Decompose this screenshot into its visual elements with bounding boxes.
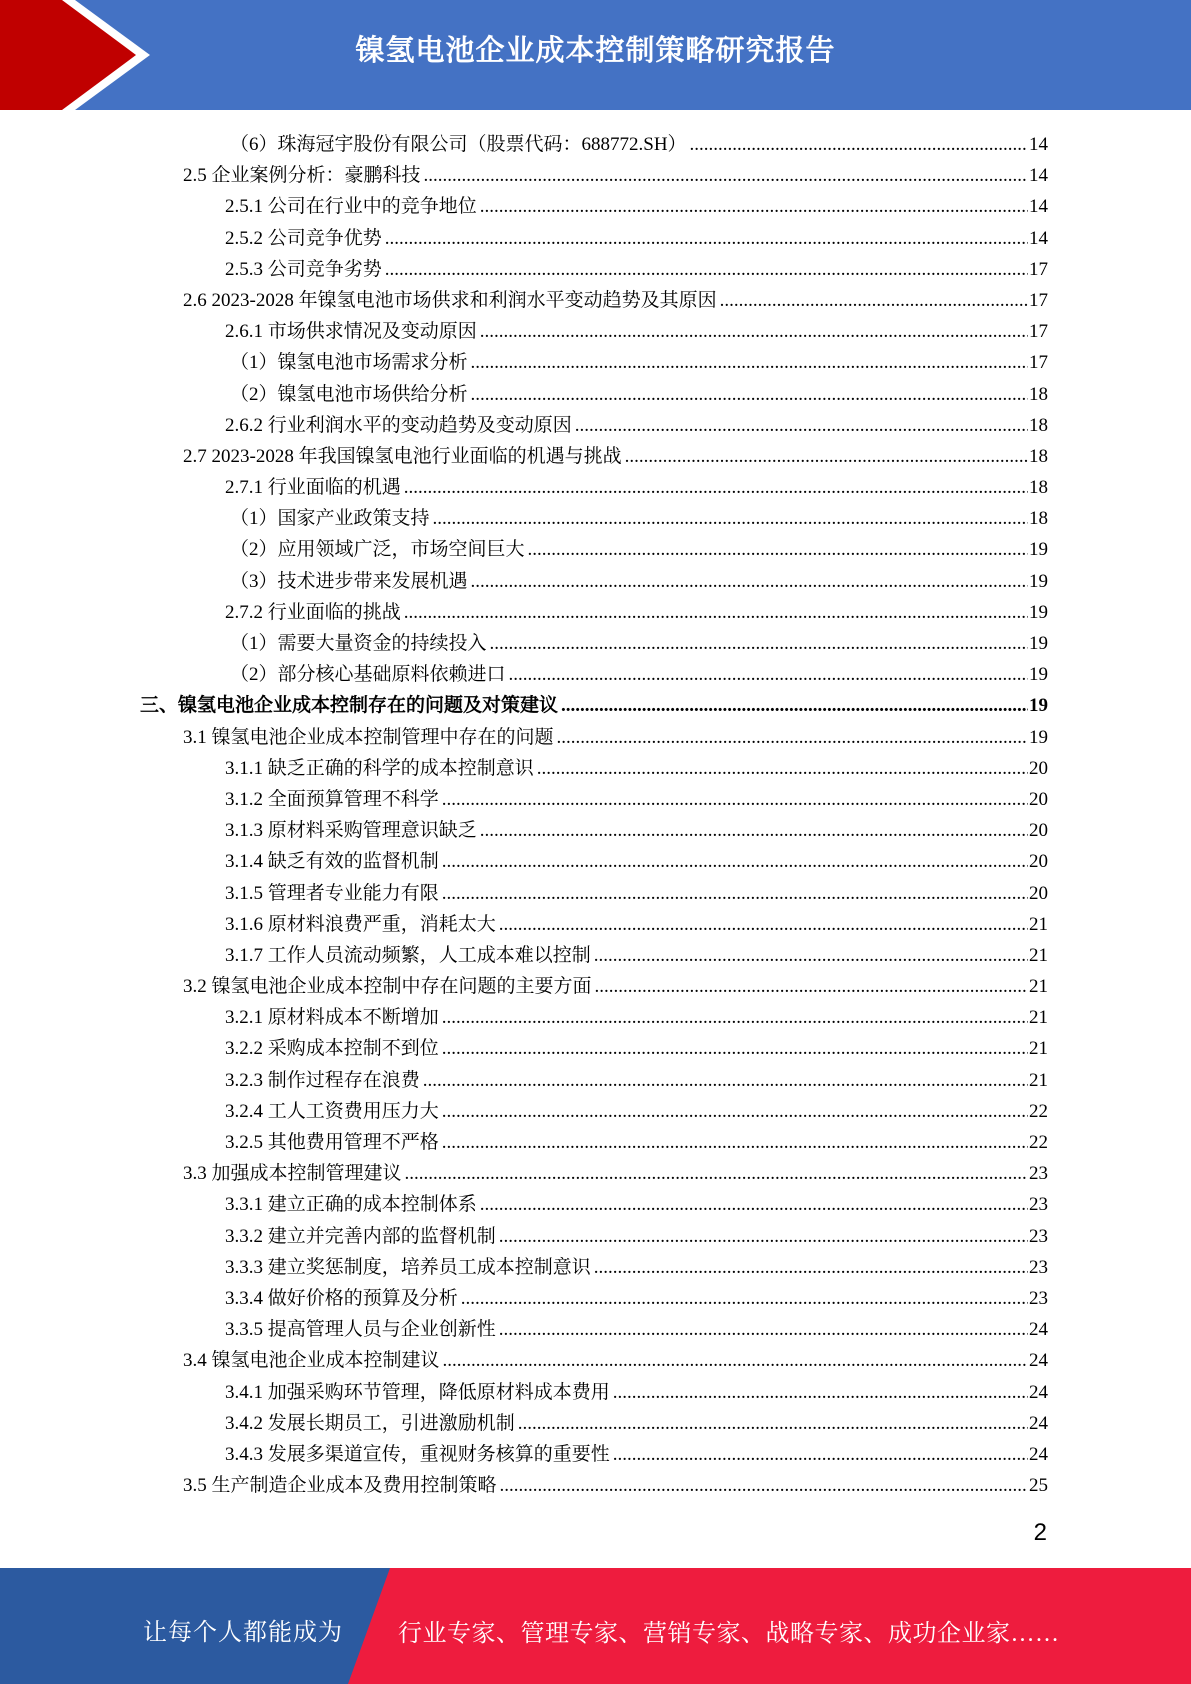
toc-dot-leader — [561, 695, 1028, 717]
toc-entry[interactable] — [140, 659, 1048, 690]
footer-banner — [0, 1568, 1191, 1684]
toc-entry-page: 17 — [1029, 258, 1048, 280]
toc-entry-label: 3.3.4 做好价格的预算及分析 — [225, 1287, 458, 1309]
toc-entry-label: 2.6 2023-2028 年镍氢电池市场供求和利润水平变动趋势及其原因 — [183, 289, 717, 311]
toc-dot-leader — [528, 539, 1028, 561]
toc-entry[interactable] — [140, 472, 1048, 503]
toc-dot-leader — [404, 477, 1028, 499]
toc-entry-page: 19 — [1029, 695, 1048, 717]
toc-entry[interactable] — [140, 1314, 1048, 1345]
toc-entry-page: 21 — [1029, 1038, 1048, 1060]
toc-entry[interactable] — [140, 129, 1048, 160]
toc-entry[interactable] — [140, 597, 1048, 628]
toc-entry-label: 3.2.3 制作过程存在浪费 — [225, 1069, 420, 1091]
toc-dot-leader — [424, 165, 1028, 187]
toc-entry-page: 18 — [1029, 414, 1048, 436]
toc-entry-label: 3.4 镍氢电池企业成本控制建议 — [183, 1350, 440, 1372]
toc-entry-label: 3.3.1 建立正确的成本控制体系 — [225, 1194, 477, 1216]
toc-entry-page: 17 — [1029, 321, 1048, 343]
toc-entry-page: 14 — [1029, 196, 1048, 218]
toc-entry-label: （1）镍氢电池市场需求分析 — [230, 352, 468, 374]
footer-slogan-left: 让每个人都能成为 — [143, 1620, 343, 1646]
toc-entry-page: 20 — [1029, 757, 1048, 779]
toc-dot-leader — [442, 851, 1028, 873]
toc-entry-label: 3.2.1 原材料成本不断增加 — [225, 1007, 439, 1029]
toc-dot-leader — [625, 446, 1028, 468]
toc-entry-page: 21 — [1029, 944, 1048, 966]
toc-entry[interactable] — [140, 316, 1048, 347]
toc-dot-leader — [595, 976, 1028, 998]
toc-entry-page: 21 — [1029, 913, 1048, 935]
toc-entry-page: 21 — [1029, 1007, 1048, 1029]
toc-entry-page: 14 — [1029, 134, 1048, 155]
toc-entry-label: 3.1.3 原材料采购管理意识缺乏 — [225, 820, 477, 842]
toc-entry-label: 3.2.5 其他费用管理不严格 — [225, 1132, 439, 1153]
toc-dot-leader — [442, 1007, 1028, 1029]
toc-dot-leader — [480, 321, 1028, 343]
toc-entry-page: 17 — [1029, 289, 1048, 311]
toc-dot-leader — [385, 228, 1028, 250]
toc-entry-label: 2.7 2023-2028 年我国镍氢电池行业面临的机遇与挑战 — [183, 445, 622, 467]
toc-entry-page: 21 — [1029, 1069, 1048, 1091]
toc-entry-label: （6）珠海冠宇股份有限公司（股票代码：688772.SH） — [230, 134, 687, 155]
toc-entry[interactable] — [140, 410, 1048, 441]
toc-entry-label: 3.4.1 加强采购环节管理，降低原材料成本费用 — [225, 1381, 610, 1403]
toc-entry[interactable] — [140, 441, 1048, 472]
toc-entry[interactable] — [140, 1377, 1048, 1408]
toc-dot-leader — [575, 415, 1028, 437]
toc-entry-label: 3.4.2 发展长期员工，引进激励机制 — [225, 1412, 515, 1434]
toc-entry-label: 3.2 镍氢电池企业成本控制中存在问题的主要方面 — [183, 976, 592, 998]
toc-dot-leader — [518, 1413, 1028, 1435]
toc-entry-page: 22 — [1029, 1132, 1048, 1153]
toc-entry[interactable] — [140, 971, 1048, 1002]
toc-dot-leader — [594, 1257, 1028, 1279]
toc-dot-leader — [442, 1132, 1028, 1154]
toc-dot-leader — [471, 352, 1028, 374]
toc-entry-page: 25 — [1029, 1475, 1048, 1497]
toc-entry-label: （1）国家产业政策支持 — [230, 508, 430, 530]
toc-dot-leader — [490, 633, 1028, 655]
toc-entry-label: （3）技术进步带来发展机遇 — [230, 570, 468, 592]
toc-entry-label: 3.3.2 建立并完善内部的监督机制 — [225, 1225, 496, 1247]
toc-entry[interactable] — [140, 690, 1048, 721]
toc-entry[interactable] — [140, 940, 1048, 971]
toc-entry-label: 3.1.4 缺乏有效的监督机制 — [225, 851, 439, 873]
toc-entry[interactable] — [140, 846, 1048, 877]
toc-dot-leader — [442, 1038, 1028, 1060]
toc-dot-leader — [471, 384, 1028, 406]
toc-entry-label: （2）部分核心基础原料依赖进口 — [230, 664, 506, 686]
toc-dot-leader — [423, 1070, 1028, 1092]
toc-entry-label: 2.7.1 行业面临的机遇 — [225, 477, 401, 499]
toc-entry-label: 3.3 加强成本控制管理建议 — [183, 1163, 402, 1185]
toc-entry-page: 18 — [1029, 445, 1048, 467]
toc-entry[interactable] — [140, 191, 1048, 222]
toc-dot-leader — [720, 290, 1028, 312]
toc-entry-page: 14 — [1029, 227, 1048, 249]
toc-entry-page: 20 — [1029, 851, 1048, 873]
toc-entry-page: 18 — [1029, 477, 1048, 499]
toc-entry-label: 3.3.3 建立奖惩制度，培养员工成本控制意识 — [225, 1256, 591, 1278]
toc-entry[interactable] — [140, 1283, 1048, 1314]
toc-dot-leader — [537, 758, 1028, 780]
toc-entry-label: 2.5.2 公司竞争优势 — [225, 227, 382, 249]
toc-entry[interactable] — [140, 503, 1048, 534]
toc-entry[interactable] — [140, 1252, 1048, 1283]
toc-dot-leader — [442, 789, 1028, 811]
toc-entry[interactable] — [140, 1002, 1048, 1033]
toc-entry-page: 18 — [1029, 508, 1048, 530]
toc-dot-leader — [499, 914, 1028, 936]
toc-entry-label: 2.6.2 行业利润水平的变动趋势及变动原因 — [225, 414, 572, 436]
toc-dot-leader — [499, 1319, 1028, 1341]
toc-entry[interactable] — [140, 534, 1048, 565]
toc-entry-label: （1）需要大量资金的持续投入 — [230, 633, 487, 654]
toc-entry[interactable] — [140, 815, 1048, 846]
toc-entry-page: 24 — [1029, 1350, 1048, 1372]
toc-dot-leader — [480, 820, 1028, 842]
toc-dot-leader — [500, 1475, 1028, 1497]
toc-entry[interactable] — [140, 722, 1048, 753]
toc-entry-page: 23 — [1029, 1287, 1048, 1309]
toc-dot-leader — [557, 727, 1028, 749]
toc-entry-page: 19 — [1029, 539, 1048, 561]
toc-entry-page: 20 — [1029, 820, 1048, 842]
toc-entry[interactable] — [140, 285, 1048, 316]
toc-entry[interactable] — [140, 1127, 1048, 1158]
toc-dot-leader — [461, 1288, 1028, 1310]
toc-entry[interactable] — [140, 1189, 1048, 1220]
toc-entry-page: 22 — [1029, 1100, 1048, 1122]
report-title: 镍氢电池企业成本控制策略研究报告 — [355, 33, 836, 67]
toc-entry-page: 20 — [1029, 788, 1048, 810]
toc-dot-leader — [404, 602, 1028, 624]
toc-entry-label: 3.2.2 采购成本控制不到位 — [225, 1038, 439, 1060]
toc-dot-leader — [433, 508, 1028, 530]
toc-entry-label: 3.3.5 提高管理人员与企业创新性 — [225, 1319, 496, 1341]
toc-entry-label: 3.1.6 原材料浪费严重，消耗太大 — [225, 913, 496, 935]
toc-entry[interactable] — [140, 784, 1048, 815]
header-banner — [0, 0, 1191, 110]
toc-dot-leader — [613, 1444, 1028, 1466]
toc-entry-page: 24 — [1029, 1319, 1048, 1341]
toc-dot-leader — [405, 1163, 1028, 1185]
toc-entry-label: 三、镍氢电池企业成本控制存在的问题及对策建议 — [140, 695, 559, 717]
toc-entry-page: 17 — [1029, 352, 1048, 374]
page-number: 2 — [1033, 1519, 1047, 1546]
toc-dot-leader — [613, 1382, 1028, 1404]
toc-entry-page: 23 — [1029, 1194, 1048, 1216]
toc-entry-page: 19 — [1029, 726, 1048, 748]
toc-entry[interactable] — [140, 379, 1048, 410]
toc-entry-label: 3.1.7 工作人员流动频繁，人工成本难以控制 — [225, 944, 591, 966]
toc-entry-page: 19 — [1029, 601, 1048, 623]
toc-entry-page: 23 — [1029, 1163, 1048, 1185]
toc-dot-leader — [385, 259, 1028, 281]
toc-entry[interactable] — [140, 347, 1048, 378]
footer-slogan-right: 行业专家、管理专家、营销专家、战略专家、成功企业家…… — [398, 1621, 1060, 1647]
toc-entry-label: 2.5.3 公司竞争劣势 — [225, 258, 382, 280]
toc-entry-label: 2.6.1 市场供求情况及变动原因 — [225, 321, 477, 343]
toc-entry[interactable] — [140, 223, 1048, 254]
toc-dot-leader — [442, 883, 1028, 905]
toc-entry[interactable] — [140, 1470, 1048, 1501]
toc-entry[interactable] — [140, 254, 1048, 285]
toc-entry[interactable] — [140, 1345, 1048, 1376]
toc-entry[interactable] — [140, 1221, 1048, 1252]
toc-entry-label: 3.1 镍氢电池企业成本控制管理中存在的问题 — [183, 726, 554, 748]
toc-entry[interactable] — [140, 1096, 1048, 1127]
toc-entry-label: （2）应用领域广泛，市场空间巨大 — [230, 539, 525, 561]
toc-dot-leader — [594, 945, 1028, 967]
toc-entry[interactable] — [140, 909, 1048, 940]
toc-dot-leader — [499, 1226, 1028, 1248]
toc-entry-page: 24 — [1029, 1381, 1048, 1403]
toc-entry-page: 24 — [1029, 1443, 1048, 1465]
toc-dot-leader — [480, 196, 1028, 218]
toc-entry[interactable] — [140, 1065, 1048, 1096]
toc-entry-label: 3.1.2 全面预算管理不科学 — [225, 788, 439, 810]
toc-entry-page: 20 — [1029, 882, 1048, 904]
toc-entry-label: 3.5 生产制造企业成本及费用控制策略 — [183, 1475, 497, 1497]
toc-entry-page: 24 — [1029, 1412, 1048, 1434]
toc-entry-label: （2）镍氢电池市场供给分析 — [230, 383, 468, 405]
toc-entry-label: 3.1.1 缺乏正确的科学的成本控制意识 — [225, 757, 534, 779]
toc-entry-page: 23 — [1029, 1225, 1048, 1247]
toc-dot-leader — [471, 571, 1028, 593]
toc-entry[interactable] — [140, 1408, 1048, 1439]
toc-entry-page: 19 — [1029, 664, 1048, 686]
toc-entry-page: 21 — [1029, 976, 1048, 998]
toc-entry[interactable] — [140, 753, 1048, 784]
toc-entry-page: 14 — [1029, 165, 1048, 187]
toc-entry-page: 18 — [1029, 383, 1048, 405]
toc-entry-label: 2.7.2 行业面临的挑战 — [225, 601, 401, 623]
toc-dot-leader — [509, 664, 1028, 686]
toc-entry-label: 2.5.1 公司在行业中的竞争地位 — [225, 196, 477, 218]
toc-entry-page: 19 — [1029, 633, 1048, 654]
toc-entry-label: 3.1.5 管理者专业能力有限 — [225, 882, 439, 904]
toc-entry-label: 3.4.3 发展多渠道宣传，重视财务核算的重要性 — [225, 1443, 610, 1465]
table-of-contents — [140, 129, 1048, 1501]
toc-entry-label: 3.2.4 工人工资费用压力大 — [225, 1100, 439, 1122]
toc-entry[interactable] — [140, 878, 1048, 909]
toc-dot-leader — [480, 1194, 1028, 1216]
toc-entry[interactable] — [140, 160, 1048, 191]
toc-entry-page: 23 — [1029, 1256, 1048, 1278]
toc-dot-leader — [443, 1350, 1028, 1372]
toc-entry[interactable] — [140, 566, 1048, 597]
toc-entry[interactable] — [140, 1439, 1048, 1470]
toc-dot-leader — [690, 134, 1028, 156]
toc-entry-page: 19 — [1029, 570, 1048, 592]
toc-entry[interactable] — [140, 628, 1048, 659]
toc-entry-label: 2.5 企业案例分析：豪鹏科技 — [183, 165, 421, 187]
toc-entry[interactable] — [140, 1033, 1048, 1064]
toc-dot-leader — [442, 1101, 1028, 1123]
toc-entry[interactable] — [140, 1158, 1048, 1189]
